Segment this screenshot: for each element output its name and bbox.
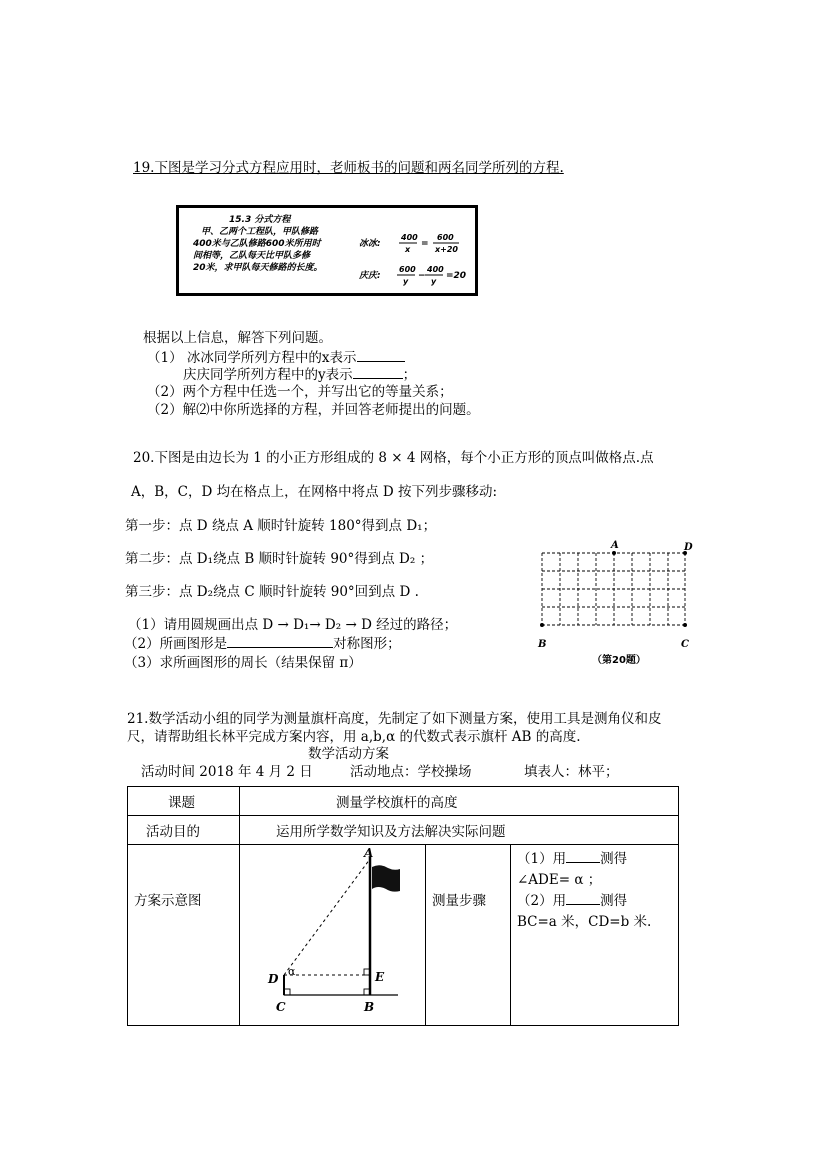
label-D: D: [684, 542, 693, 553]
step-b-line1: （2）用 测得: [517, 893, 628, 909]
plan-table: [127, 786, 679, 1026]
q19-intro: 根据以上信息，解答下列问题。: [143, 330, 332, 346]
q20-ask3: （3）求所画图形的周长（结果保留 π）: [124, 655, 362, 671]
q20-step1: 第一步：点 D 绕点 A 顺时针旋转 180°得到点 D₁；: [125, 518, 437, 534]
bingbing-label: 冰冰:: [359, 239, 381, 249]
board-problem: [193, 214, 323, 274]
q20-line2: A，B，C，D 均在格点上，在网格中将点 D 按下列步骤移动:: [131, 484, 498, 500]
q19-part2: （2）两个方程中任选一个，并写出它的等量关系；: [147, 384, 453, 400]
plan-place: 活动地点：学校操场: [350, 764, 472, 780]
plan-time: 活动时间 2018 年 4 月 2 日: [141, 764, 313, 780]
fig-label-B: B: [364, 1000, 375, 1014]
board-line: 间相等，乙队每天比甲队多修: [193, 251, 311, 261]
q20-ask1: （1）请用圆规画出点 D → D₁→ D₂ → D 经过的路径；: [128, 617, 458, 633]
q19-part1b: 庆庆同学所列方程中的y表示 ；: [183, 367, 417, 383]
fig-label-D: D: [268, 972, 279, 986]
board-line: 400米与乙队修路600米所用时: [193, 239, 321, 249]
fig-label-E: E: [375, 970, 385, 984]
plan-filler: 填表人：林平；: [524, 764, 619, 780]
svg-text:y: y: [403, 277, 409, 286]
label-A: A: [611, 540, 619, 551]
board-equations: [359, 228, 477, 288]
flagpole-figure: [240, 845, 424, 1021]
q20-grid-figure: [530, 538, 700, 668]
answer-blank[interactable]: [357, 349, 405, 362]
fig-label-A: A: [364, 846, 374, 860]
answer-blank[interactable]: [566, 850, 600, 863]
q20-step2: 第二步：点 D₁绕点 B 顺时针旋转 90°得到点 D₂ ；: [125, 551, 434, 567]
plan-title: 数学活动方案: [308, 746, 389, 762]
point-A: [612, 551, 616, 555]
svg-text:y: y: [431, 277, 437, 286]
q19-title: 19.下图是学习分式方程应用时，老师板书的问题和两名同学所列的方程.: [133, 160, 564, 176]
blackboard-image: [176, 205, 478, 296]
svg-text:400: 400: [427, 265, 444, 274]
q21-line1: 21.数学活动小组的同学为测量旗杆高度，先制定了如下测量方案，使用工具是测角仪和皮: [127, 711, 662, 727]
fig-label-C: C: [276, 1000, 286, 1014]
svg-text:600: 600: [437, 233, 454, 242]
qingqing-label: 庆庆:: [359, 271, 381, 281]
figure-caption: （第20题）: [592, 655, 646, 666]
q19-part3: （2）解⑵中你所选择的方程，并回答老师提出的问题。: [147, 402, 480, 418]
q20-line1: 20.下图是由边长为 1 的小正方形组成的 8 × 4 网格，每个小正方形的顶点叫做格点.点: [133, 450, 654, 466]
row-label: 方案示意图: [128, 845, 240, 1026]
board-heading: 15.3 分式方程: [229, 215, 291, 225]
point-B: [540, 623, 544, 627]
flagpole-figure-cell: [240, 845, 426, 1026]
q20-step3: 第三步：点 D₂绕点 C 顺时针旋转 90°回到点 D .: [125, 584, 419, 600]
steps-content: [511, 845, 679, 1026]
row-value: 运用所学数学知识及方法解决实际问题: [240, 816, 679, 845]
q21-line2: 尺，请帮助组长林平完成方案内容，用 a,b,α 的代数式表示旗杆 AB 的高度.: [127, 729, 581, 745]
frac-den: x: [405, 245, 411, 254]
row-label: 活动目的: [128, 816, 240, 845]
point-C: [683, 623, 687, 627]
step-a-line2: ∠ADE= α ；: [517, 872, 602, 888]
label-C: C: [681, 639, 689, 650]
answer-blank[interactable]: [353, 366, 403, 379]
row-value: 测量学校旗杆的高度: [240, 787, 679, 816]
board-line: 甲、乙两个工程队，甲队修路: [201, 227, 319, 237]
board-line: 20米，求甲队每天修路的长度。: [193, 263, 323, 273]
svg-text:x+20: x+20: [435, 245, 458, 254]
fig-label-alpha: α: [288, 965, 296, 978]
label-B: B: [538, 639, 547, 650]
step-a-line1: （1）用 测得: [517, 851, 628, 867]
answer-blank[interactable]: [227, 635, 333, 648]
answer-blank[interactable]: [566, 892, 600, 905]
svg-text:=: =: [421, 239, 429, 249]
step-b-line2: BC=a 米，CD=b 米.: [517, 914, 652, 930]
svg-text:=20: =20: [446, 271, 467, 281]
q20-ask2: （2）所画图形是 对称图形；: [124, 636, 401, 652]
svg-text:−: −: [418, 271, 426, 281]
row-label: 课题: [128, 787, 240, 816]
steps-label: 测量步骤: [426, 845, 511, 1026]
frac-num: 400: [401, 233, 418, 242]
q19-part1a: （1） 冰冰同学所列方程中的x表示: [147, 346, 405, 366]
svg-text:600: 600: [399, 265, 416, 274]
